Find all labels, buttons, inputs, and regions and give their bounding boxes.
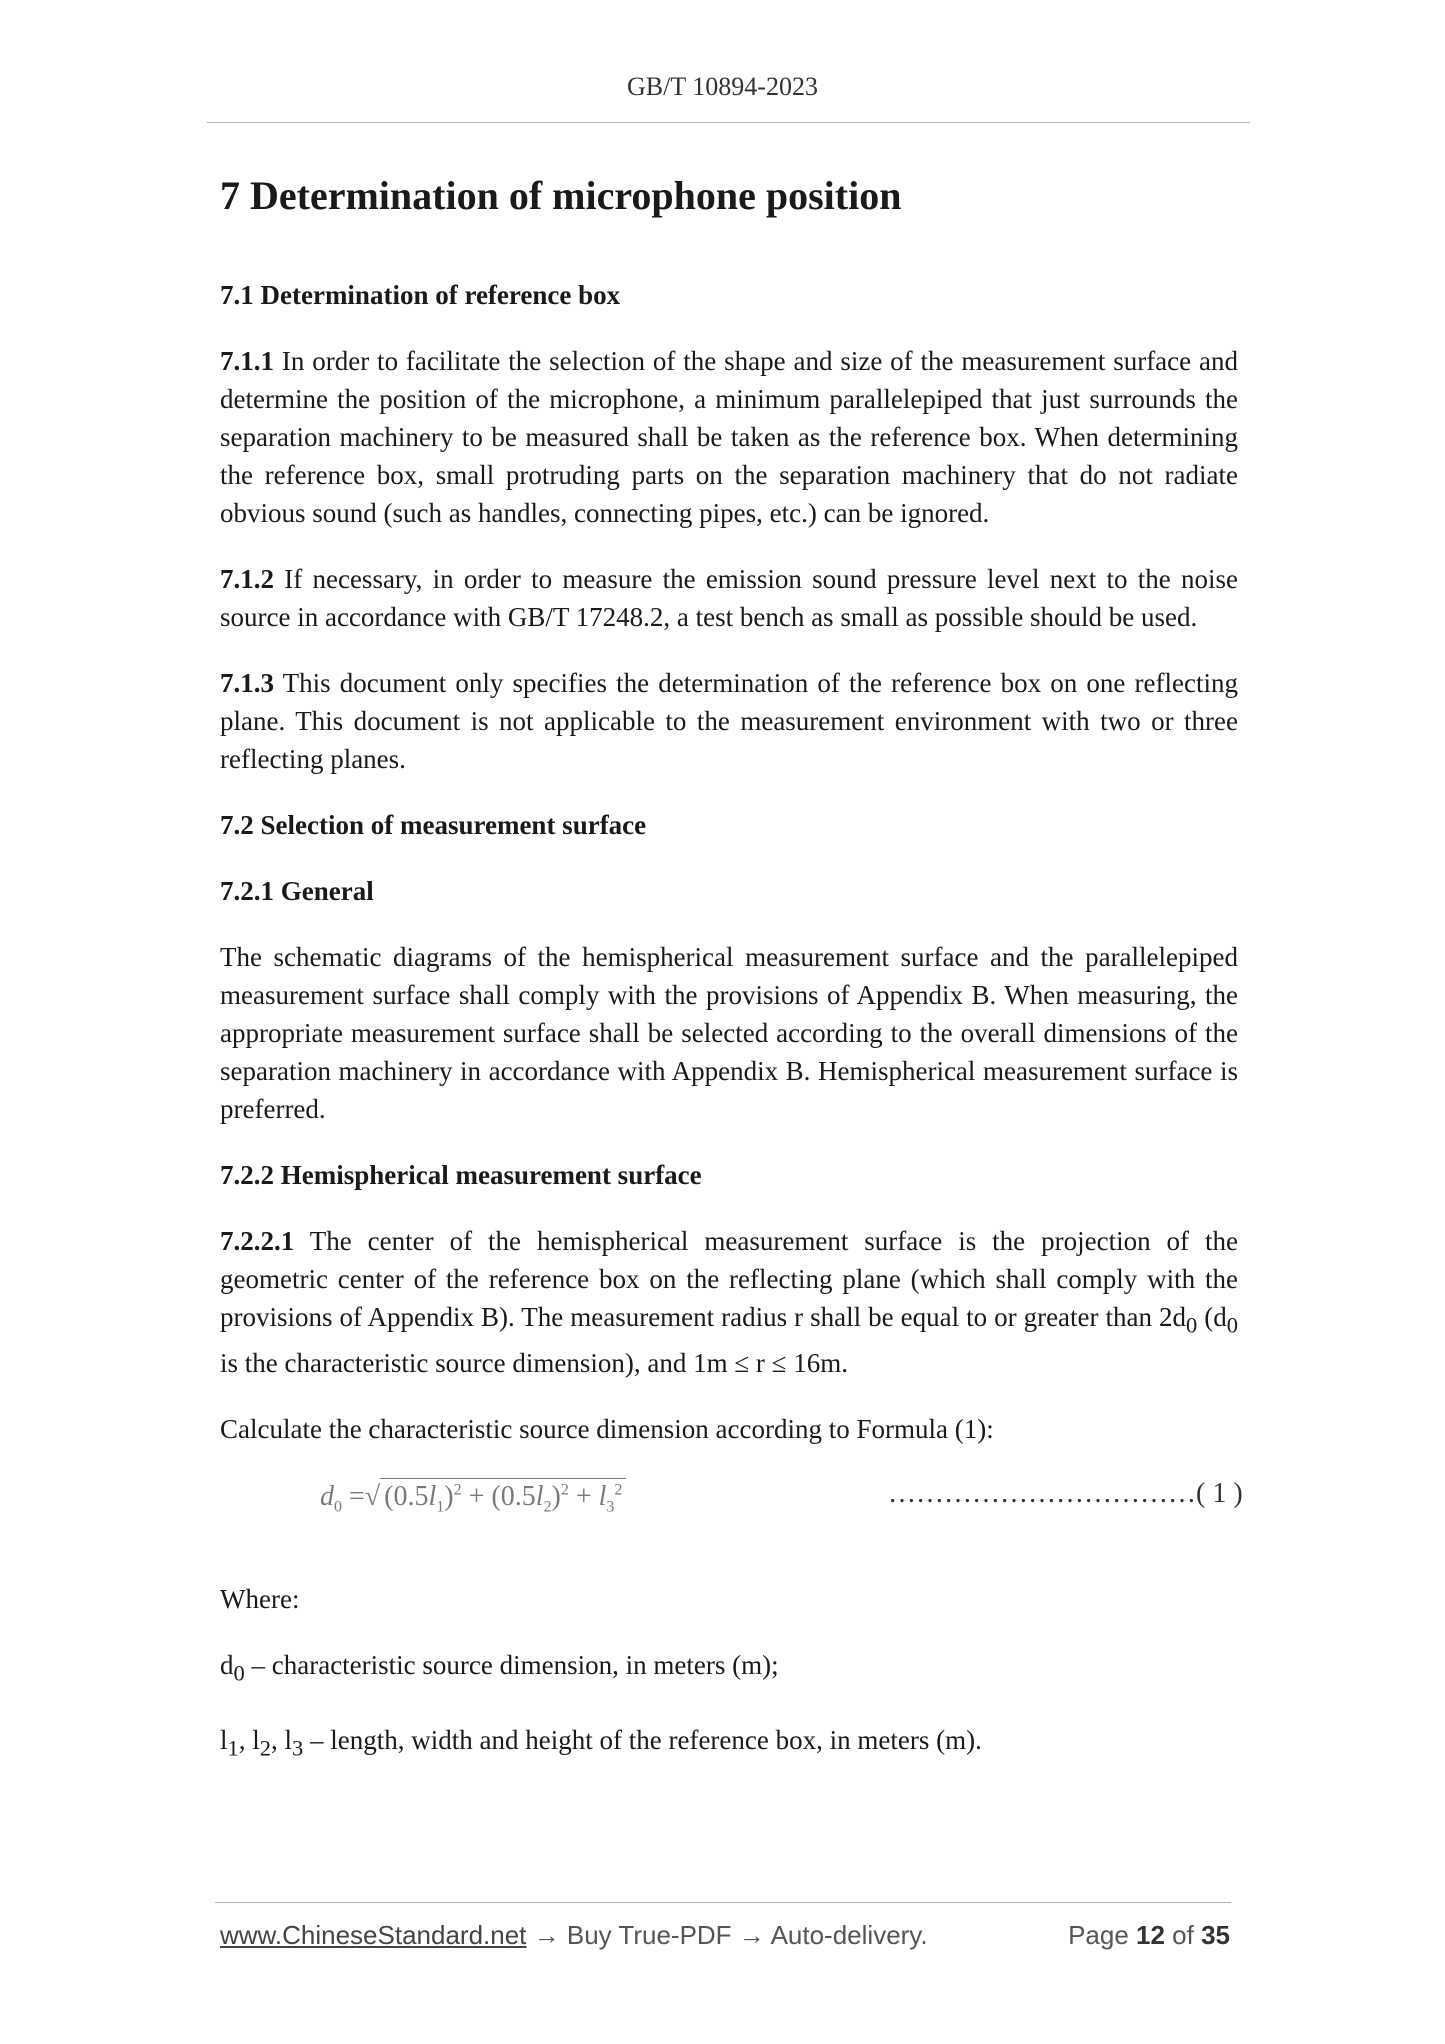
page-word: Page (1068, 1920, 1137, 1950)
subscript: 1 (436, 1498, 445, 1516)
sqrt-symbol: √ (364, 1481, 381, 1513)
clause-text: (d (1197, 1302, 1227, 1332)
formula-term: ) (444, 1481, 454, 1513)
paragraph-7-1-3 (220, 664, 1238, 778)
formula-number: ……………………………( 1 ) (888, 1478, 1243, 1510)
header-divider (207, 122, 1250, 123)
formula-symbol: l (535, 1481, 544, 1513)
paragraph-7-1-1 (220, 342, 1238, 532)
paragraph-7-1-2 (220, 560, 1238, 636)
page-footer (220, 1920, 1230, 1951)
subsection-title-7-2-2: 7.2.2 Hemispherical measurement surface (220, 1160, 702, 1190)
formula-row (220, 1476, 1243, 1526)
definition-text: – length, width and height of the reference box, in meters (m). (303, 1724, 982, 1755)
clause-text: If necessary, in order to measure the emission sound pressure level next to the noise source in accordance with GB/T 17248.2, a test bench as small as possible should be used. (220, 564, 1238, 632)
subscript: 3 (292, 1735, 304, 1761)
page-header-standard-code: GB/T 10894-2023 (627, 72, 818, 101)
clause-number: 7.1.2 (220, 564, 274, 594)
paragraph-7-2-2-1 (220, 1222, 1238, 1382)
subscript: 0 (334, 1498, 342, 1516)
superscript: 2 (560, 1482, 569, 1500)
section-title: 7 Determination of microphone position (220, 173, 902, 218)
document-body (220, 168, 1243, 1795)
definition-symbol: , l (238, 1724, 260, 1755)
clause-text: This document only specifies the determination of the reference box on one reflecting plane. This document is not applicable to the measurement environment with two or three reflecting planes. (220, 668, 1238, 774)
paragraph-7-2-1: The schematic diagrams of the hemispherical measurement surface and the parallelepiped measurement surface shall comply with the provisions of Appendix B. When measuring, the appropriate measurement surface shall be selected according to the overall dimensions of the separation machinery in accordance with Appendix B. Hemispherical measurement surface is preferred. (220, 942, 1238, 1124)
clause-number: 7.2.2.1 (220, 1226, 295, 1256)
subscript: 0 (233, 1660, 245, 1686)
total-pages: 35 (1201, 1920, 1230, 1950)
definition-symbol: l (220, 1724, 228, 1755)
formula-term: (0.5 (491, 1481, 536, 1513)
page-number: 12 (1136, 1920, 1165, 1950)
formula-operator: + (568, 1481, 599, 1513)
definition-symbol: , l (271, 1724, 293, 1755)
subscript: 0 (1186, 1312, 1198, 1338)
definition-text: – characteristic source dimension, in meters (m); (244, 1650, 779, 1681)
subscript: 2 (543, 1498, 552, 1516)
subsection-title-7-2-1: 7.2.1 General (220, 876, 374, 906)
where-label: Where: (220, 1584, 300, 1615)
sqrt-radicand (380, 1478, 626, 1517)
subscript: 3 (606, 1498, 615, 1516)
subscript: 0 (1226, 1312, 1238, 1338)
subscript: 1 (227, 1735, 239, 1761)
formula-1 (320, 1478, 626, 1517)
clause-text: The center of the hemispherical measurement surface is the projection of the geometric center of the reference box on the reflecting plane (which shall comply with the provisions of Appendix B). The measurement radius r shall be equal to or greater than 2d (220, 1226, 1238, 1332)
formula-term: (0.5 (384, 1481, 429, 1513)
footer-divider (215, 1902, 1231, 1903)
formula-symbol: d (320, 1481, 334, 1513)
formula-operator: + (461, 1481, 492, 1513)
formula-term: ) (551, 1481, 561, 1513)
superscript: 2 (453, 1482, 462, 1500)
definition-symbol: d (220, 1650, 234, 1681)
page-indicator (1068, 1920, 1230, 1951)
clause-number: 7.1.3 (220, 668, 274, 698)
website-link[interactable]: www.ChineseStandard.net (220, 1920, 527, 1950)
definition-d0 (220, 1646, 1238, 1692)
definition-l (220, 1721, 1238, 1767)
superscript: 2 (614, 1482, 623, 1500)
footer-tagline: → Buy True-PDF → Auto-delivery. (526, 1920, 928, 1950)
subscript: 2 (259, 1735, 272, 1761)
formula-operator: = (342, 1481, 365, 1513)
clause-number: 7.1.1 (220, 346, 274, 376)
of-word: of (1164, 1920, 1202, 1950)
formula-intro: Calculate the characteristic source dimension according to Formula (1): (220, 1414, 994, 1445)
clause-text: In order to facilitate the selection of the shape and size of the measurement surface and determine the position of the microphone, a minimum parallelepiped that just surrounds the separation machinery to be measured shall be taken as the reference box. When determining the reference box, small protruding parts on the separation machinery that do not radiate obvious sound (such as handles, connecting pipes, etc.) can be ignored. (220, 346, 1238, 528)
clause-text: is the characteristic source dimension), and 1m ≤ r ≤ 16m. (220, 1348, 848, 1379)
formula-symbol: l (598, 1481, 607, 1513)
subsection-title-7-1: 7.1 Determination of reference box (220, 280, 621, 310)
formula-symbol: l (428, 1481, 437, 1513)
subsection-title-7-2: 7.2 Selection of measurement surface (220, 810, 647, 840)
